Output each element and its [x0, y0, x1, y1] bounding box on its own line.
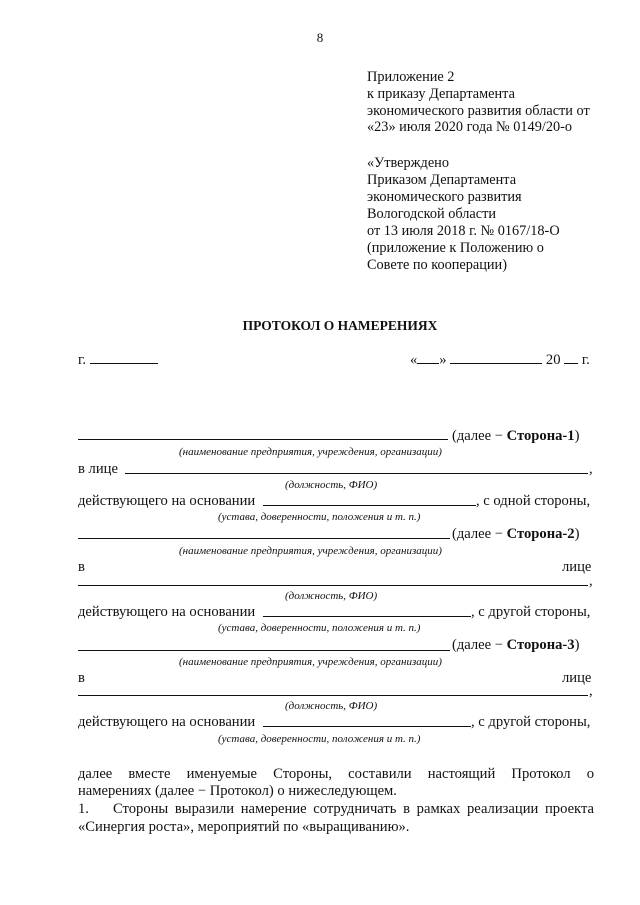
basis-note: (устава, доверенности, положения и т. п.): [218, 511, 421, 523]
approval-line: Вологодской области: [367, 206, 497, 222]
item1-number: 1.: [78, 801, 89, 817]
comma: ,: [589, 461, 593, 477]
approval-line: от 13 июля 2018 г. № 0167/18-О: [367, 223, 560, 239]
party3-name-line[interactable]: [78, 650, 450, 651]
party3-label: [452, 636, 579, 654]
party2-in-right: лице: [562, 559, 592, 575]
party3-basis-line[interactable]: [263, 726, 471, 727]
comma: ,: [589, 683, 593, 699]
person-note: (должность, ФИО): [285, 479, 378, 491]
document-title: ПРОТОКОЛ О НАМЕРЕНИЯХ: [242, 318, 438, 333]
date-open-quote: «: [410, 352, 418, 368]
appendix-block: [367, 69, 627, 136]
party3-close: ): [574, 637, 580, 653]
approval-line: Совете по кооперации): [367, 257, 507, 273]
party2-name: Сторона-2: [506, 526, 575, 542]
year-blank[interactable]: [564, 350, 578, 364]
city-field: [78, 350, 158, 369]
item1-line-1: Стороны выразили намерение сотрудничать в рамках реализации проекта: [113, 801, 594, 817]
city-prefix: г.: [78, 352, 86, 368]
appendix-line: «23» июля 2020 года № 0149/20-о: [367, 119, 573, 136]
party2-label: [452, 525, 579, 543]
party1-side: , с одной стороны,: [476, 493, 591, 509]
party2-prefix: (далее −: [452, 526, 507, 542]
basis-note: (устава, доверенности, положения и т. п.): [218, 733, 421, 745]
appendix-line: к приказу Департамента: [367, 85, 515, 102]
approval-block: [367, 155, 560, 274]
party3-in-left: в: [78, 670, 85, 686]
party1-name-line[interactable]: [78, 439, 448, 440]
org-note: (наименование предприятия, учреждения, организации): [179, 446, 442, 458]
party2-side: , с другой стороны,: [471, 604, 591, 620]
org-note: (наименование предприятия, учреждения, организации): [179, 656, 442, 668]
intro-line-2: намерениях (далее − Протокол) о нижеследующем.: [78, 783, 397, 799]
party1-label: [452, 427, 579, 445]
party3-name: Сторона-3: [506, 637, 575, 653]
year-prefix: 20: [545, 352, 561, 368]
approval-line: Приказом Департамента: [367, 172, 517, 188]
month-blank[interactable]: [450, 350, 542, 364]
approval-line: (приложение к Положению о: [367, 240, 544, 256]
person-note: (должность, ФИО): [285, 590, 378, 602]
day-blank[interactable]: [417, 350, 439, 364]
party3-acting-label: действующего на основании: [78, 714, 256, 730]
party1-acting-label: действующего на основании: [78, 493, 256, 509]
page-number: 8: [316, 30, 324, 45]
date-close-quote: »: [439, 352, 447, 368]
party2-person-line[interactable]: [78, 585, 588, 586]
party1-close: ): [574, 428, 580, 444]
year-suffix: г.: [581, 352, 590, 368]
party1-in-person-label: в лице: [78, 461, 118, 477]
org-note: (наименование предприятия, учреждения, организации): [179, 545, 442, 557]
party2-close: ): [574, 526, 580, 542]
date-field: [410, 350, 590, 369]
appendix-line: Приложение 2: [367, 69, 455, 85]
comma: ,: [589, 573, 593, 589]
party2-basis-line[interactable]: [263, 616, 471, 617]
party1-basis-line[interactable]: [263, 505, 476, 506]
party3-in-right: лице: [562, 670, 592, 686]
city-blank[interactable]: [90, 350, 158, 364]
party1-prefix: (далее −: [452, 428, 507, 444]
intro-line-1: далее вместе именуемые Стороны, составили настоящий Протокол о: [78, 766, 594, 782]
person-note: (должность, ФИО): [285, 700, 378, 712]
item1-line-2: «Синергия роста», мероприятий по «выращиванию».: [78, 819, 410, 835]
party2-acting-label: действующего на основании: [78, 604, 256, 620]
approval-line: «Утверждено: [367, 155, 449, 171]
appendix-line: экономического развития области от: [367, 102, 590, 119]
party3-side: , с другой стороны,: [471, 714, 591, 730]
party2-in-left: в: [78, 559, 85, 575]
party2-name-line[interactable]: [78, 538, 450, 539]
party3-prefix: (далее −: [452, 637, 507, 653]
party1-name: Сторона-1: [506, 428, 575, 444]
party3-person-line[interactable]: [78, 695, 588, 696]
basis-note: (устава, доверенности, положения и т. п.): [218, 622, 421, 634]
approval-line: экономического развития: [367, 189, 522, 205]
party1-person-line[interactable]: [125, 473, 588, 474]
